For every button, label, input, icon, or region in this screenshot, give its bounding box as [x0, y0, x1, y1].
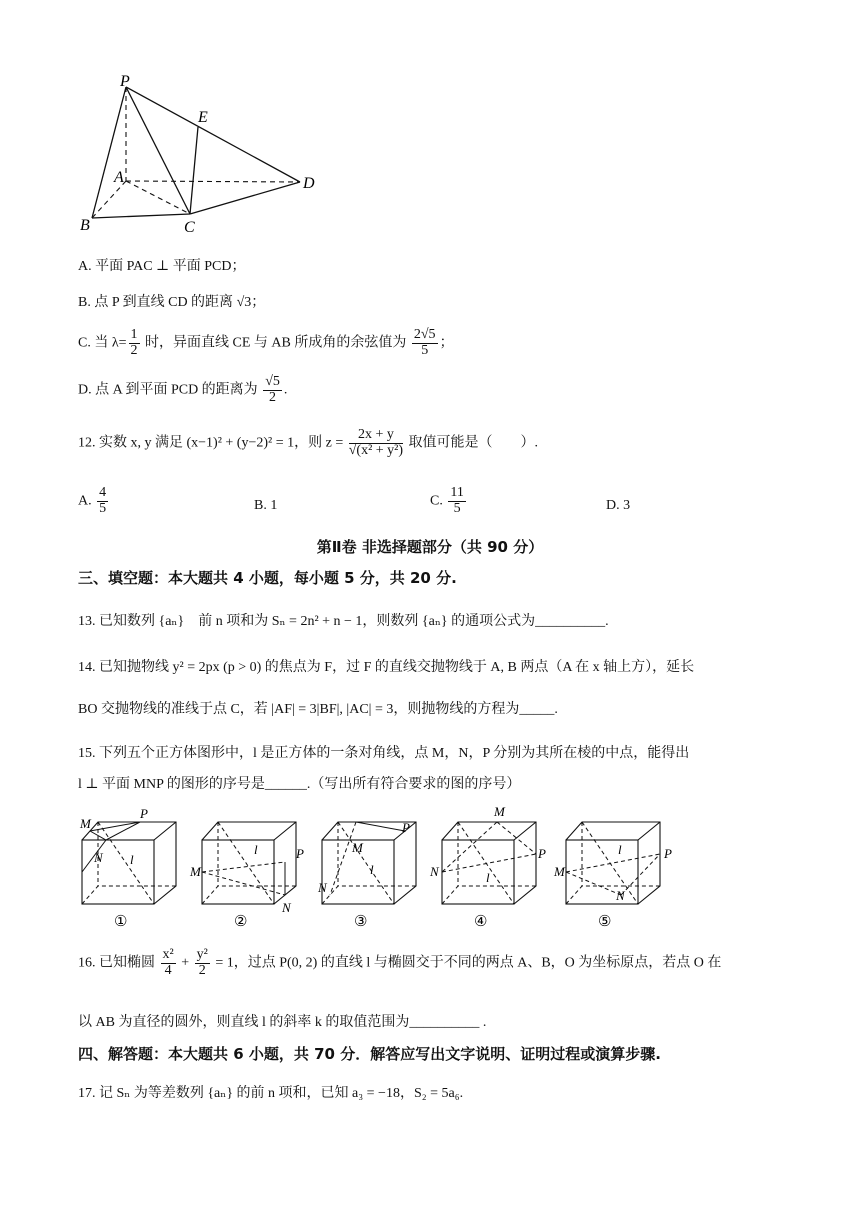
cube1-l: l	[130, 852, 134, 867]
q12-option-a: A. $\frac{4}{5}$	[78, 485, 107, 516]
cube5-l: l	[618, 842, 622, 857]
cube1-id: ①	[114, 914, 128, 930]
q14-line1: 14. 已知抛物线 y² = 2px (p > 0) 的焦点为 F，过 F 的直线交抛物线于 A, B 两点（A 在 x 轴上方），延长	[78, 660, 695, 675]
q11-option-a: A. 平面 PAC ⊥ 平面 PCD；	[78, 259, 246, 274]
q12-option-b: B. 1	[254, 498, 278, 513]
cube5-P: P	[664, 846, 672, 861]
label-B: B	[80, 217, 90, 234]
cube2-id: ②	[234, 914, 248, 930]
q15-line2: l ⊥ 平面 MNP 的图形的序号是______.（写出所有符合要求的图的序号）	[78, 777, 521, 792]
cube4-l: l	[486, 870, 490, 885]
part2-title: 第Ⅱ卷 非选择题部分（共 90 分）	[316, 538, 544, 556]
cube4-id: ④	[474, 914, 488, 930]
cube3-id: ③	[354, 914, 368, 930]
pyramid-figure	[70, 70, 330, 240]
label-P: P	[120, 73, 130, 90]
section4-heading: 四、解答题：本大题共 6 小题，共 70 分．解答应写出文字说明、证明过程或演算步骤.	[78, 1045, 661, 1063]
cube2-P: P	[296, 846, 304, 861]
cube2-l: l	[254, 842, 258, 857]
cube-3	[316, 802, 426, 932]
q12-option-c: C. $\frac{11}{5}$	[430, 485, 464, 516]
q11-option-d: D. 点 A 到平面 PCD 的距离为 $\frac{√5}{2}$ .	[78, 374, 288, 405]
cube-4	[430, 802, 546, 932]
cube1-N: N	[94, 850, 103, 865]
cube5-N: N	[616, 888, 625, 903]
cube-2	[190, 802, 306, 932]
cube2-N: N	[282, 900, 291, 915]
cube-5	[554, 802, 672, 932]
label-D: D	[303, 175, 315, 192]
cube-1	[76, 802, 186, 932]
cube4-P: P	[538, 846, 546, 861]
cube5-id: ⑤	[598, 914, 612, 930]
cube5-M: M	[554, 864, 565, 879]
label-C: C	[184, 219, 195, 236]
q13: 13. 已知数列 {aₙ} 前 n 项和为 Sₙ = 2n² + n − 1，则数列 {aₙ} 的通项公式为__________.	[78, 614, 609, 629]
q12-stem: 12. 实数 x, y 满足 (x−1)² + (y−2)² = 1，则 z = $\frac{2x + y}{\text{√(x² + y²)}}$ 取值可能是（ ）.	[78, 427, 539, 458]
q11-option-c: C. 当 λ= $\frac{1}{2}$ 时，异面直线 CE 与 AB 所成角的余弦值为 $\frac{2√5}{5}$ ；	[78, 327, 454, 358]
cube1-P: P	[140, 806, 148, 821]
cube3-l: l	[370, 862, 374, 877]
q11-option-b: B. 点 P 到直线 CD 的距离 √3；	[78, 295, 266, 310]
cube3-P: P	[402, 820, 410, 835]
q12-option-d: D. 3	[606, 498, 631, 513]
cube2-M: M	[190, 864, 201, 879]
cube4-M: M	[494, 804, 505, 819]
q16-line1: 16. 已知椭圆 $\frac{\text{x²}}{4}$ + $\frac{\text{y²}}{2}$ = 1，过点 P(0, 2) 的直线 l 与椭圆交于不同的两点 A、B，O 为坐标原点，若点 O 在	[78, 947, 722, 978]
label-E: E	[198, 109, 208, 126]
q17: 17. 记 Sₙ 为等差数列 {aₙ} 的前 n 项和，已知 a₃ = −18，S₂ = 5a₆.	[78, 1086, 464, 1101]
q15-line1: 15. 下列五个正方体图形中，l 是正方体的一条对角线，点 M，N，P 分别为其所在棱的中点，能得出	[78, 746, 690, 761]
cube3-M: M	[352, 840, 363, 855]
label-A: A	[114, 169, 124, 186]
cube3-N: N	[318, 880, 327, 895]
q16-line2: 以 AB 为直径的圆外，则直线 l 的斜率 k 的取值范围为__________ .	[78, 1015, 487, 1030]
section3-heading: 三、填空题：本大题共 4 小题，每小题 5 分，共 20 分.	[78, 569, 457, 587]
cube4-N: N	[430, 864, 439, 879]
q14-line2: BO 交抛物线的准线于点 C，若 |AF| = 3|BF|, |AC| = 3，则抛物线的方程为_____.	[78, 702, 558, 717]
cube1-M: M	[80, 816, 91, 831]
